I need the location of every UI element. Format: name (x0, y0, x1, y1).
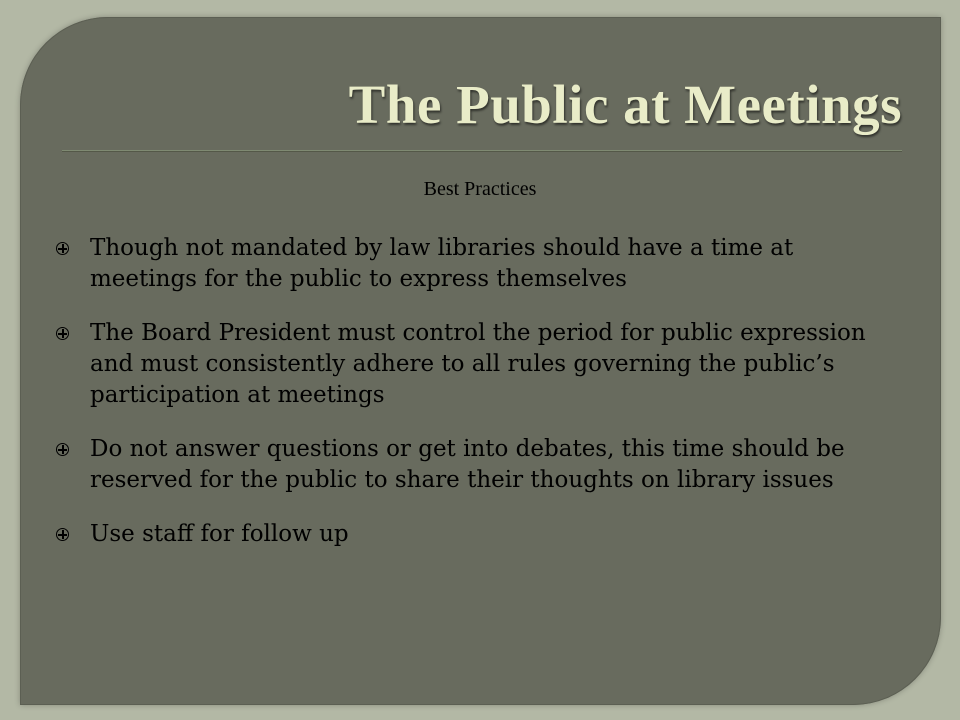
circled-plus-icon (56, 327, 69, 340)
bullet-text: The Board President must control the period for public expression and must consistently adhere to all rules governing the public’s participation at meetings (90, 320, 866, 408)
bullet-list (56, 233, 906, 573)
slide-subtitle: Best Practices (423, 178, 537, 200)
bullet-text: Use staff for follow up (90, 521, 349, 547)
bullet-item (56, 233, 906, 295)
bullet-item (56, 318, 906, 411)
circled-plus-icon (56, 528, 69, 541)
circled-plus-icon (56, 443, 69, 456)
bullet-text: Though not mandated by law libraries should have a time at meetings for the public to express themselves (90, 235, 794, 292)
circled-plus-icon (56, 242, 69, 255)
slide-title: The Public at Meetings (348, 74, 902, 135)
bullet-item (56, 434, 906, 496)
bullet-item (56, 519, 906, 550)
bullet-text: Do not answer questions or get into debates, this time should be reserved for the public to share their thoughts on library issues (90, 436, 845, 493)
title-divider (62, 150, 902, 152)
